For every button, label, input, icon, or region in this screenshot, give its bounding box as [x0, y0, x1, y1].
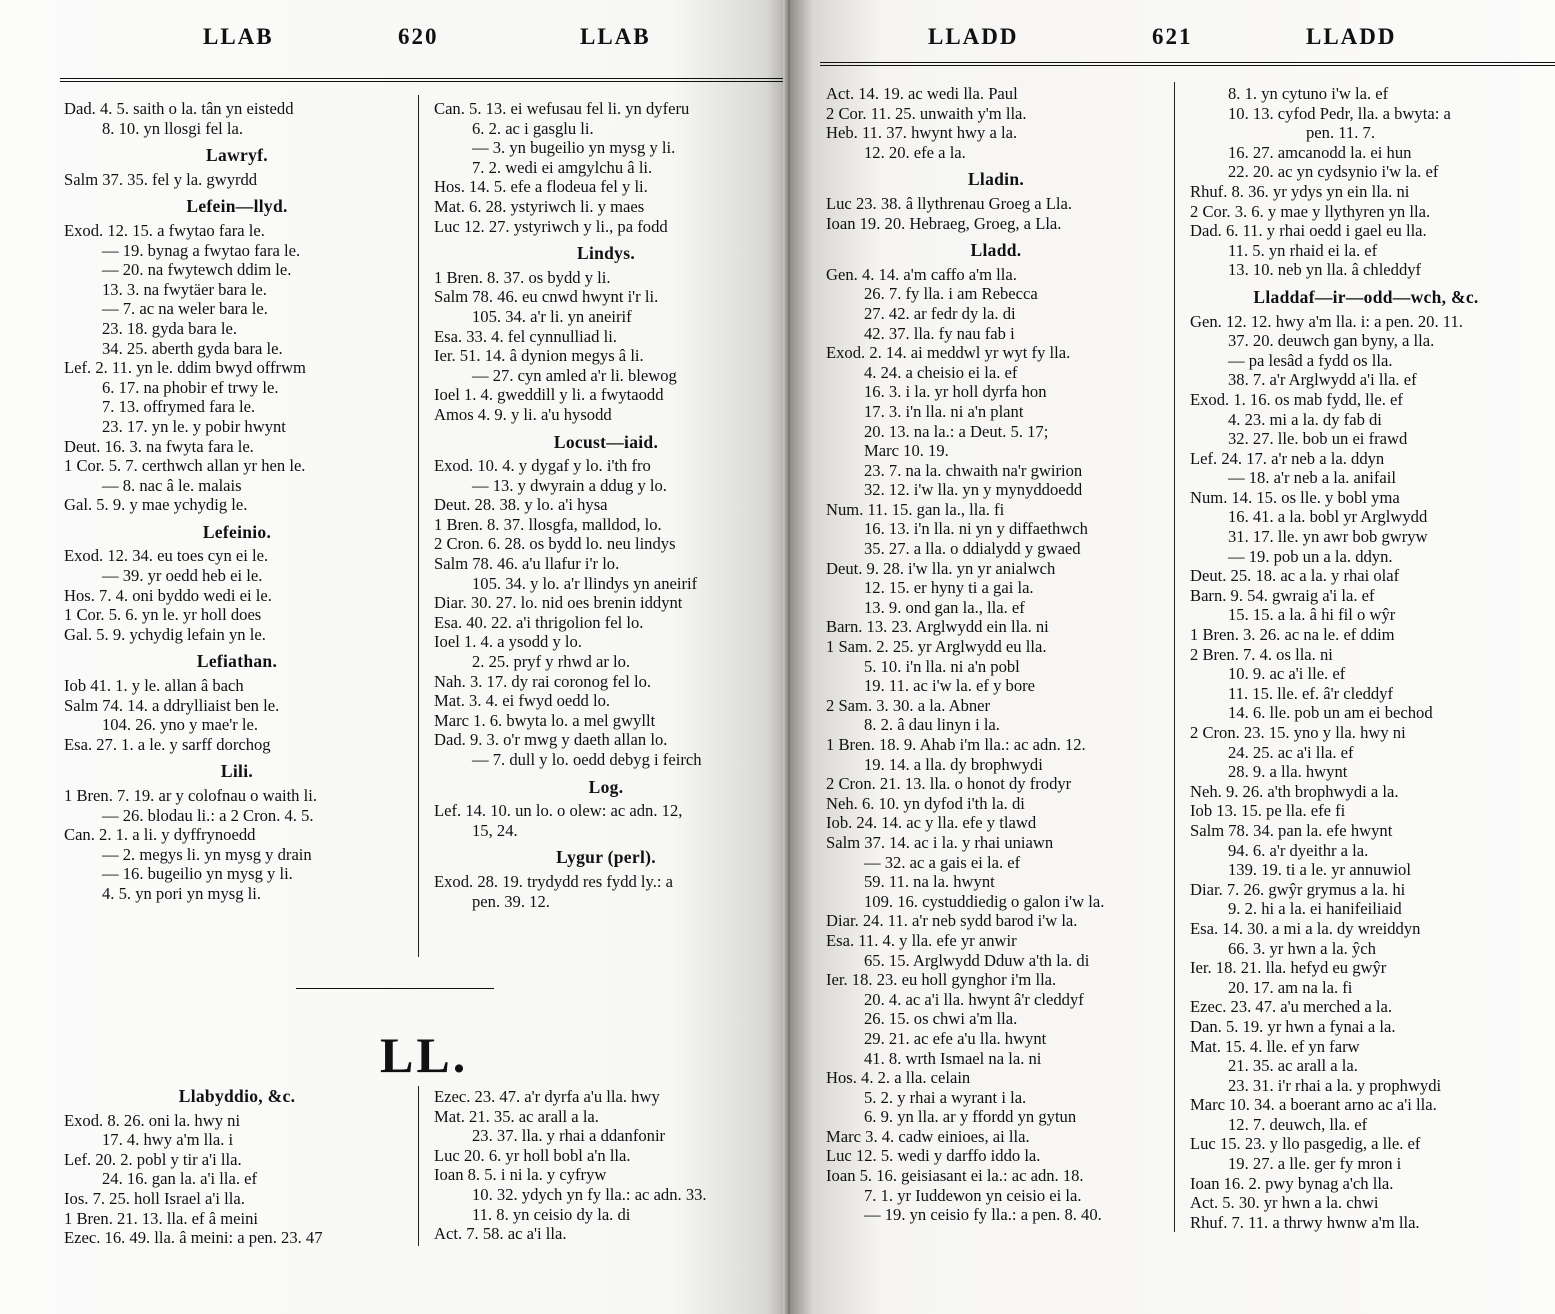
- concordance-entry: Exod. 10. 4. y dygaf y lo. i'th fro: [434, 456, 651, 476]
- concordance-entry: Luc 23. 38. â llythrenau Groeg a Lla.: [826, 193, 1073, 213]
- concordance-entry: Hos. 14. 5. efe a flodeua fel y li.: [434, 177, 648, 197]
- concordance-entry: Neh. 9. 26. a'th brophwydi a la.: [1190, 781, 1399, 801]
- concordance-entry: Mat. 15. 4. lle. ef yn farw: [1190, 1036, 1360, 1056]
- concordance-entry: 4. 23. mi a la. dy fab di: [1228, 409, 1382, 429]
- concordance-entry: 17. 4. hwy a'm lla. i: [102, 1130, 234, 1150]
- concordance-entry: 32. 27. lle. bob un ei frawd: [1228, 429, 1408, 449]
- concordance-entry: 26. 7. fy lla. i am Rebecca: [864, 284, 1038, 304]
- concordance-entry: 11. 5. yn rhaid ei la. ef: [1228, 240, 1378, 260]
- concordance-entry: — 27. cyn amled a'r li. blewog: [472, 365, 677, 385]
- concordance-entry: 2 Bren. 7. 4. os lla. ni: [1190, 644, 1333, 664]
- concordance-entry: — 39. yr oedd heb ei le.: [102, 566, 263, 586]
- concordance-entry: Salm 37. 14. ac i la. y rhai uniawn: [826, 832, 1054, 852]
- concordance-entry: 17. 3. i'n lla. ni a'n plant: [864, 401, 1024, 421]
- concordance-entry: 15, 24.: [472, 820, 518, 840]
- concordance-entry: — 26. blodau li.: a 2 Cron. 4. 5.: [102, 805, 314, 825]
- concordance-entry: Esa. 27. 1. a le. y sarff dorchog: [64, 734, 271, 754]
- concordance-entry: 2 Cor. 11. 25. unwaith y'm lla.: [826, 103, 1027, 123]
- concordance-entry: Ier. 18. 23. eu holl gynghor i'm lla.: [826, 970, 1057, 990]
- concordance-entry: Exod. 1. 16. os mab fydd, lle. ef: [1190, 389, 1403, 409]
- concordance-entry: 4. 5. yn pori yn mysg li.: [102, 883, 262, 903]
- concordance-entry: 8. 1. yn cytuno i'w la. ef: [1228, 84, 1389, 103]
- concordance-entry: 2. 25. pryf y rhwd ar lo.: [472, 652, 631, 672]
- section-heading: Lili.: [220, 761, 254, 782]
- concordance-entry: 8. 2. â dau linyn i la.: [864, 715, 1000, 735]
- concordance-entry: 1 Bren. 8. 37. os bydd y li.: [434, 267, 611, 287]
- section-heading: Lygur (perl).: [556, 847, 656, 868]
- concordance-entry: 35. 27. a lla. o ddialydd y gwaed: [864, 539, 1081, 559]
- concordance-entry: — 7. dull y lo. oedd debyg i feirch: [472, 750, 702, 769]
- concordance-entry: 7. 2. wedi ei amgylchu â li.: [472, 157, 653, 177]
- concordance-entry: Dad. 9. 3. o'r mwg y daeth allan lo.: [434, 730, 668, 750]
- concordance-entry: Esa. 11. 4. y lla. efe yr anwir: [826, 930, 1017, 950]
- concordance-entry: Ios. 7. 25. holl Israel a'i lla.: [64, 1188, 245, 1208]
- concordance-entry: Salm 74. 14. a ddrylliaist ben le.: [64, 695, 280, 715]
- concordance-entry: 1 Cor. 5. 6. yn le. yr holl does: [64, 605, 262, 625]
- concordance-entry: Can. 2. 1. a li. y dyffrynoedd: [64, 825, 256, 845]
- concordance-entry: Act. 7. 58. ac a'i lla.: [434, 1224, 567, 1244]
- concordance-entry: 2 Cron. 6. 28. os bydd lo. neu lindys: [434, 534, 676, 554]
- concordance-entry: 94. 6. a'r dyeithr a la.: [1228, 840, 1369, 860]
- concordance-entry: 7. 13. offrymed fara le.: [102, 397, 256, 417]
- concordance-entry: Deut. 9. 28. i'w lla. yn yr anialwch: [826, 558, 1056, 578]
- concordance-entry: Can. 5. 13. ei wefusau fel li. yn dyferu: [434, 99, 690, 118]
- concordance-entry: Act. 5. 30. yr hwn a la. chwi: [1190, 1193, 1379, 1213]
- left-column-divider: [418, 95, 419, 957]
- concordance-entry: Gen. 12. 12. hwy a'm lla. i: a pen. 20. 11.: [1190, 311, 1463, 331]
- concordance-entry: 32. 12. i'w lla. yn y mynyddoedd: [864, 480, 1083, 500]
- concordance-entry: pen. 39. 12.: [472, 891, 550, 911]
- concordance-entry: — 19. bynag a fwytao fara le.: [102, 240, 301, 260]
- concordance-entry: Marc 10. 19.: [864, 441, 949, 461]
- concordance-entry: Exod. 2. 14. ai meddwl yr wyt fy lla.: [826, 343, 1071, 363]
- left-column-3: [60, 1079, 414, 1248]
- concordance-entry: 2 Sam. 3. 30. a la. Abner: [826, 695, 991, 715]
- concordance-entry: — 19. yn ceisio fy lla.: a pen. 8. 40.: [864, 1205, 1102, 1225]
- concordance-entry: 1 Bren. 8. 37. llosgfa, malldod, lo.: [434, 514, 662, 534]
- concordance-entry: 6. 2. ac i gasglu li.: [472, 118, 594, 138]
- concordance-entry: Luc 15. 23. y llo pasgedig, a lle. ef: [1190, 1134, 1421, 1154]
- concordance-entry: 23. 18. gyda bara le.: [102, 318, 238, 338]
- concordance-entry: Salm 78. 46. eu cnwd hwynt i'r li.: [434, 287, 659, 307]
- concordance-entry: 41. 8. wrth Ismael na la. ni: [864, 1048, 1042, 1068]
- concordance-entry: 20. 4. ac a'i lla. hwynt â'r cleddyf: [864, 989, 1084, 1009]
- right-header-right: LLADD: [1306, 24, 1397, 49]
- section-heading: Log.: [588, 776, 624, 797]
- concordance-entry: 20. 17. am na la. fi: [1228, 977, 1353, 997]
- concordance-entry: Exod. 12. 15. a fwytao fara le.: [64, 220, 265, 240]
- concordance-entry: 26. 15. os chwi a'm lla.: [864, 1009, 1018, 1029]
- right-column-divider: [1174, 82, 1175, 1232]
- concordance-entry: Ezec. 23. 47. a'r dyrfa a'u lla. hwy: [434, 1087, 660, 1106]
- section-heading: Locust—iaid.: [553, 431, 659, 452]
- concordance-entry: 6. 9. yn lla. ar y ffordd yn gytun: [864, 1107, 1077, 1127]
- concordance-entry: 105. 34. a'r li. yn aneirif: [472, 306, 632, 326]
- concordance-entry: 23. 7. na la. chwaith na'r gwirion: [864, 460, 1083, 480]
- concordance-entry: Deut. 28. 38. y lo. a'i hysa: [434, 495, 608, 515]
- concordance-entry: 28. 9. a lla. hwynt: [1228, 762, 1348, 782]
- concordance-entry: 14. 6. lle. pob un am ei bechod: [1228, 703, 1433, 723]
- left-header-rule: [60, 78, 785, 82]
- concordance-entry: 12. 7. deuwch, lla. ef: [1228, 1114, 1368, 1134]
- concordance-entry: 38. 7. a'r Arglwydd a'i lla. ef: [1228, 370, 1417, 390]
- concordance-entry: 24. 16. gan la. a'i lla. ef: [102, 1169, 258, 1189]
- concordance-entry: — 18. a'r neb a la. anifail: [1228, 468, 1396, 488]
- concordance-entry: 16. 41. a la. bobl yr Arglwydd: [1228, 507, 1428, 527]
- concordance-entry: 16. 27. amcanodd la. ei hun: [1228, 142, 1412, 162]
- section-heading: Lindys.: [576, 243, 636, 264]
- concordance-entry: Act. 14. 19. ac wedi lla. Paul: [826, 84, 1018, 103]
- concordance-entry: 139. 19. ti a le. yr annuwiol: [1228, 860, 1411, 880]
- concordance-entry: 13. 10. neb yn lla. â chleddyf: [1228, 260, 1422, 280]
- concordance-entry: Ioan 16. 2. pwy bynag a'ch lla.: [1190, 1173, 1394, 1193]
- concordance-entry: 23. 31. i'r rhai a la. y prophwydi: [1228, 1075, 1442, 1095]
- concordance-entry: — 20. na fwytewch ddim le.: [102, 260, 292, 280]
- concordance-entry: Ioan 5. 16. geisiasant ei la.: ac adn. 18.: [826, 1166, 1084, 1186]
- concordance-entry: Ioel 1. 4. a ysodd y lo.: [434, 632, 582, 652]
- concordance-entry: Dad. 6. 11. y rhai oedd i gael eu lla.: [1190, 221, 1427, 241]
- right-page: [790, 0, 1555, 1314]
- section-heading: Lefeinio.: [202, 521, 272, 542]
- concordance-entry: Iob 41. 1. y le. allan â bach: [64, 676, 244, 696]
- left-column-4: [430, 1087, 782, 1244]
- concordance-entry: Lef. 2. 11. yn le. ddim bwyd offrwm: [64, 358, 306, 378]
- right-header-rule: [820, 62, 1555, 66]
- concordance-entry: 31. 17. lle. yn awr bob gwryw: [1228, 527, 1428, 547]
- concordance-entry: — 2. megys li. yn mysg y drain: [102, 844, 312, 864]
- concordance-entry: Salm 37. 35. fel y la. gwyrdd: [64, 169, 258, 189]
- concordance-entry: 12. 20. efe a la.: [864, 142, 966, 162]
- concordance-entry: Num. 14. 15. os lle. y bobl yma: [1190, 487, 1400, 507]
- concordance-entry: 16. 13. i'n lla. ni yn y diffaethwch: [864, 519, 1088, 539]
- concordance-entry: Iob. 24. 14. ac y lla. efe y tlawd: [826, 813, 1037, 833]
- concordance-entry: Num. 11. 15. gan la., lla. fi: [826, 499, 1005, 519]
- concordance-entry: 13. 3. na fwytäer bara le.: [102, 279, 267, 299]
- concordance-entry: Deut. 25. 18. ac a la. y rhai olaf: [1190, 566, 1400, 586]
- concordance-entry: 10. 13. cyfod Pedr, lla. a bwyta: a: [1228, 103, 1451, 123]
- concordance-entry: 12. 15. er hyny ti a gai la.: [864, 578, 1034, 598]
- concordance-entry: Marc 3. 4. cadw einioes, ai lla.: [826, 1126, 1030, 1146]
- section-heading: Lawryf.: [206, 145, 268, 166]
- concordance-entry: Marc 10. 34. a boerant arno ac a'i lla.: [1190, 1095, 1437, 1115]
- concordance-entry: Salm 78. 34. pan la. efe hwynt: [1190, 820, 1393, 840]
- concordance-entry: 5. 2. y rhai a wyrant i la.: [864, 1087, 1027, 1107]
- section-letter: LL.: [380, 1027, 469, 1083]
- concordance-entry: pen. 11. 7.: [1306, 123, 1375, 143]
- concordance-entry: Lef. 14. 10. un lo. o olew: ac adn. 12,: [434, 801, 683, 821]
- concordance-entry: 1 Cor. 5. 7. certhwch allan yr hen le.: [64, 456, 306, 476]
- concordance-entry: Ioan 19. 20. Hebraeg, Groeg, a Lla.: [826, 213, 1062, 233]
- concordance-entry: 1 Bren. 3. 26. ac na le. ef ddim: [1190, 625, 1395, 645]
- concordance-entry: Marc 1. 6. bwyta lo. a mel gwyllt: [434, 710, 656, 730]
- concordance-entry: 15. 15. a la. â hi fil o wŷr: [1228, 605, 1396, 625]
- concordance-entry: 29. 21. ac efe a'u lla. hwynt: [864, 1028, 1047, 1048]
- left-page-number: 620: [398, 24, 439, 49]
- concordance-entry: Exod. 12. 34. eu toes cyn ei le.: [64, 546, 269, 566]
- concordance-entry: Salm 78. 46. a'u llafur i'r lo.: [434, 554, 620, 574]
- concordance-entry: Luc 12. 27. ystyriwch y li., pa fodd: [434, 216, 668, 236]
- concordance-entry: Rhuf. 8. 36. yr ydys yn ein lla. ni: [1190, 181, 1410, 201]
- concordance-entry: Gal. 5. 9. ychydig lefain yn le.: [64, 624, 266, 644]
- concordance-entry: Heb. 11. 37. hwynt hwy a la.: [826, 123, 1018, 143]
- section-heading: Lladin.: [967, 169, 1025, 190]
- section-heading: Lefiathan.: [196, 651, 278, 672]
- concordance-entry: 7. 1. yr Iuddewon yn ceisio ei la.: [864, 1185, 1082, 1205]
- concordance-entry: Lef. 24. 17. a'r neb a la. ddyn: [1190, 448, 1385, 468]
- concordance-entry: Amos 4. 9. y li. a'u hysodd: [434, 404, 612, 424]
- section-heading: Llabyddio, &c.: [178, 1086, 296, 1106]
- concordance-entry: 66. 3. yr hwn a la. ŷch: [1228, 938, 1376, 958]
- concordance-entry: 6. 17. na phobir ef trwy le.: [102, 377, 279, 397]
- concordance-entry: Hos. 7. 4. oni byddo wedi ei le.: [64, 585, 272, 605]
- concordance-entry: 10. 9. ac a'i lle. ef: [1228, 664, 1346, 684]
- concordance-entry: 16. 3. i la. yr holl dyrfa hon: [864, 382, 1047, 402]
- concordance-entry: 34. 25. aberth gyda bara le.: [102, 338, 283, 358]
- concordance-entry: Mat. 3. 4. ei fwyd oedd lo.: [434, 691, 611, 711]
- concordance-entry: 13. 9. ond gan la., lla. ef: [864, 597, 1025, 617]
- concordance-entry: 105. 34. y lo. a'r llindys yn aneirif: [472, 573, 698, 593]
- concordance-entry: 22. 20. ac yn cydsynio i'w la. ef: [1228, 162, 1439, 182]
- right-page-number: 621: [1152, 24, 1193, 49]
- right-header-left: LLADD: [928, 24, 1019, 49]
- right-column-2: [1186, 84, 1546, 1232]
- concordance-entry: — 16. bugeilio yn mysg y li.: [102, 864, 293, 884]
- concordance-entry: Esa. 40. 22. a'i thrigolion fel lo.: [434, 612, 644, 632]
- concordance-entry: Ioan 8. 5. i ni la. y cyfryw: [434, 1165, 607, 1185]
- concordance-entry: Mat. 21. 35. ac arall a la.: [434, 1106, 599, 1126]
- concordance-entry: Rhuf. 7. 11. a thrwy hwnw a'm lla.: [1190, 1212, 1420, 1232]
- concordance-entry: 23. 37. lla. y rhai a ddanfonir: [472, 1126, 666, 1146]
- concordance-entry: 21. 35. ac arall a la.: [1228, 1056, 1358, 1076]
- concordance-entry: Lef. 20. 2. pobl y tir a'i lla.: [64, 1149, 242, 1169]
- concordance-entry: 42. 37. lla. fy nau fab i: [864, 323, 1015, 343]
- section-heading: Lefein—llyd.: [186, 196, 288, 217]
- concordance-entry: Nah. 3. 17. dy rai coronog fel lo.: [434, 671, 652, 691]
- concordance-entry: — pa lesâd a fydd os lla.: [1228, 350, 1393, 370]
- concordance-entry: 59. 11. na la. hwynt: [864, 872, 995, 892]
- concordance-entry: 1 Bren. 21. 13. lla. ef â meini: [64, 1208, 259, 1228]
- concordance-entry: 1 Bren. 7. 19. ar y colofnau o waith li.: [64, 786, 317, 805]
- section-heading: Lladd.: [970, 240, 1022, 261]
- concordance-entry: — 13. y dwyrain a ddug y lo.: [472, 475, 667, 495]
- concordance-entry: Ier. 18. 21. lla. hefyd eu gwŷr: [1190, 958, 1387, 978]
- concordance-entry: 20. 13. na la.: a Deut. 5. 17;: [864, 421, 1049, 441]
- left-header-right: LLAB: [580, 24, 651, 49]
- concordance-entry: Ioel 1. 4. gweddill y li. a fwytaodd: [434, 385, 664, 405]
- concordance-entry: Hos. 4. 2. a lla. celain: [826, 1068, 971, 1088]
- concordance-entry: 27. 42. ar fedr dy la. di: [864, 303, 1016, 323]
- concordance-entry: 24. 25. ac a'i lla. ef: [1228, 742, 1354, 762]
- concordance-entry: 23. 17. yn le. y pobir hwynt: [102, 416, 286, 436]
- concordance-entry: 1 Sam. 2. 25. yr Arglwydd eu lla.: [826, 637, 1047, 657]
- concordance-entry: — 32. ac a gais ei la. ef: [864, 852, 1021, 872]
- concordance-entry: Luc 20. 6. yr holl bobl a'n lla.: [434, 1145, 631, 1165]
- concordance-entry: 104. 26. yno y mae'r le.: [102, 715, 258, 735]
- concordance-entry: Neh. 6. 10. yn dyfod i'th la. di: [826, 793, 1025, 813]
- left-column-1: [60, 99, 414, 904]
- concordance-entry: — 8. nac â le. malais: [102, 475, 242, 495]
- concordance-entry: Dan. 5. 19. yr hwn a fynai a la.: [1190, 1016, 1396, 1036]
- concordance-entry: 11. 8. yn ceisio dy la. di: [472, 1204, 631, 1224]
- concordance-entry: 19. 11. ac i'w la. ef y bore: [864, 676, 1036, 696]
- concordance-entry: 2 Cor. 3. 6. y mae y llythyren yn lla.: [1190, 201, 1431, 221]
- concordance-entry: Ier. 51. 14. â dynion megys â li.: [434, 346, 644, 366]
- concordance-entry: Dad. 4. 5. saith o la. tân yn eistedd: [64, 99, 294, 118]
- concordance-entry: 4. 24. a cheisio ei la. ef: [864, 362, 1018, 382]
- concordance-entry: 1 Bren. 18. 9. Ahab i'm lla.: ac adn. 12.: [826, 735, 1086, 754]
- section-heading: Lladdaf—ir—odd—wch, &c.: [1253, 286, 1479, 307]
- concordance-entry: Deut. 16. 3. na fwyta fara le.: [64, 436, 254, 456]
- concordance-entry: Esa. 33. 4. fel cynnulliad li.: [434, 326, 617, 346]
- concordance-entry: Mat. 6. 28. ystyriwch li. y maes: [434, 196, 645, 216]
- concordance-entry: Luc 12. 5. wedi y darffo iddo la.: [826, 1146, 1041, 1166]
- concordance-entry: 11. 15. lle. ef. â'r cleddyf: [1228, 683, 1394, 703]
- concordance-entry: Ezec. 16. 49. lla. â meini: a pen. 23. 47: [64, 1228, 323, 1248]
- concordance-entry: Barn. 13. 23. Arglwydd ein lla. ni: [826, 617, 1049, 637]
- concordance-entry: — 19. pob un a la. ddyn.: [1228, 546, 1393, 566]
- concordance-entry: 37. 20. deuwch gan byny, a lla.: [1228, 331, 1435, 351]
- concordance-entry: 2 Cron. 23. 15. yno y lla. hwy ni: [1190, 723, 1406, 742]
- concordance-entry: 19. 27. a lle. ger fy mron i: [1228, 1154, 1402, 1174]
- concordance-entry: 10. 32. ydych yn fy lla.: ac adn. 33.: [472, 1184, 707, 1204]
- concordance-entry: 5. 10. i'n lla. ni a'n pobl: [864, 656, 1020, 676]
- right-column-1: [822, 84, 1170, 1225]
- concordance-entry: — 7. ac na weler bara le.: [102, 299, 268, 319]
- concordance-entry: — 3. yn bugeilio yn mysg y li.: [472, 138, 676, 158]
- concordance-entry: 109. 16. cystuddiedig o galon i'w la.: [864, 891, 1105, 911]
- concordance-entry: Iob 13. 15. pe lla. efe fi: [1190, 801, 1346, 821]
- left-header-left: LLAB: [203, 24, 274, 49]
- concordance-entry: Ezec. 23. 47. a'u merched a la.: [1190, 997, 1393, 1017]
- left-lower-divider: [418, 1086, 419, 1246]
- concordance-entry: 8. 10. yn llosgi fel la.: [102, 118, 244, 138]
- concordance-entry: 9. 2. hi a la. ei hanifeiliaid: [1228, 899, 1402, 919]
- concordance-entry: 65. 15. Arglwydd Dduw a'th la. di: [864, 950, 1090, 970]
- concordance-entry: Exod. 28. 19. trydydd res fydd ly.: a: [434, 871, 674, 891]
- concordance-entry: 19. 14. a lla. dy brophwydi: [864, 754, 1043, 774]
- concordance-entry: Exod. 8. 26. oni la. hwy ni: [64, 1110, 241, 1130]
- concordance-entry: 2 Cron. 21. 13. lla. o honot dy frodyr: [826, 774, 1072, 794]
- concordance-entry: Diar. 24. 11. a'r neb sydd barod i'w la.: [826, 911, 1078, 931]
- concordance-entry: Esa. 14. 30. a mi a la. dy wreiddyn: [1190, 918, 1421, 938]
- left-column-2: [430, 99, 782, 911]
- concordance-entry: Gal. 5. 9. y mae ychydig le.: [64, 495, 248, 515]
- section-rule: [296, 988, 494, 989]
- concordance-entry: Gen. 4. 14. a'm caffo a'm lla.: [826, 264, 1017, 284]
- concordance-entry: Barn. 9. 54. gwraig a'i la. ef: [1190, 585, 1375, 605]
- concordance-entry: Diar. 7. 26. gwŷr grymus a la. hi: [1190, 879, 1406, 899]
- concordance-entry: Diar. 30. 27. lo. nid oes brenin iddynt: [434, 593, 683, 613]
